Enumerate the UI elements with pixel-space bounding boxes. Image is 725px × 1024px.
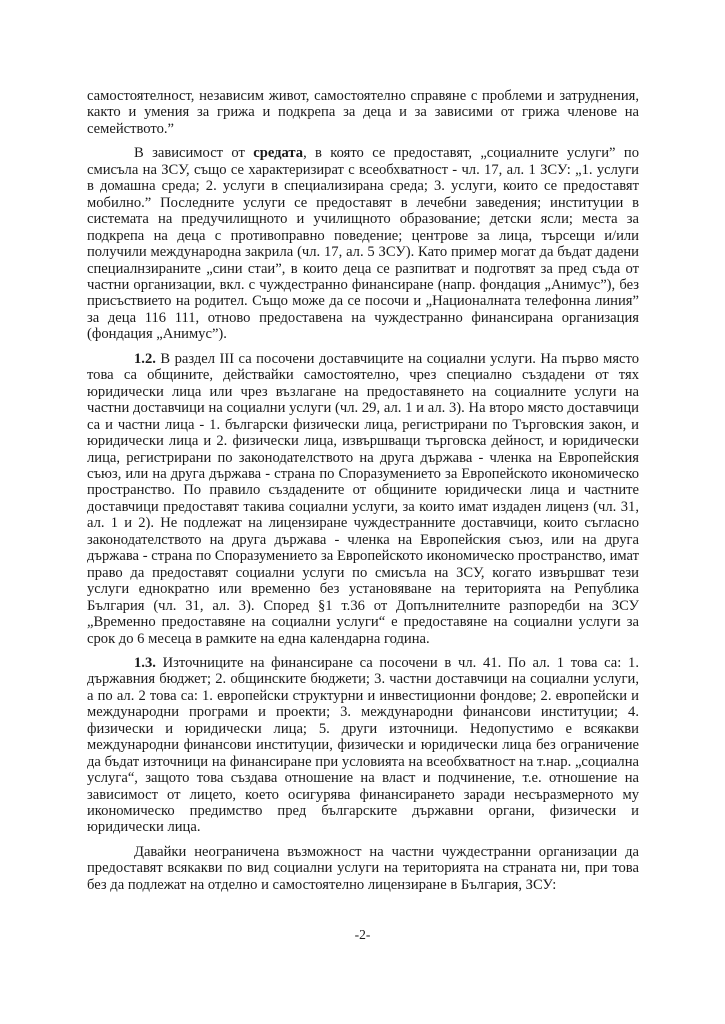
paragraph-section-1-2 bbox=[87, 351, 639, 647]
paragraph-section-1-3 bbox=[87, 655, 639, 836]
paragraph-text: Давайки неограничена възможност на частни чуждестранни организации да предоставят всякакви по вид социални услуги на територията на страната ни, при това без да подлежат на отделно и самостоятелно лицензиране в България, ЗСУ: bbox=[87, 843, 639, 893]
paragraph-text-after: , в която се предоставят, „социалните услуги” по смисъла на ЗСУ, също се характеризират с всеобхватност - чл. 17, ал. 1 ЗСУ: „1. услуги в домашна среда; 2. услуги в специализирана среда; 3. услуги, които се предоставят мобилно.” Последните услуги се предоставят в лечебни заведения; институции в системата на предучилищното и училищното образование; детски ясли; места за подкрепа на деца с противоправно поведение; центрове за лица, търсещи и/или получили международна закрила (чл. 17, ал. 5 ЗСУ). Като пример могат да бъдат дадени специалнзираните „сини стаи”, в които деца се разпитват и подготвят за пред съда от частни организации, вкл. с чуждестранно финансиране (напр. фондация „Анимус”), без присъствието на родител. Също може да се посочи и „Националната телефонна линия” за деца 116 111, отново предоставена на чуждестранно финансирана организация (фондация „Анимус”). bbox=[87, 145, 639, 343]
paragraph-continuation bbox=[87, 88, 639, 137]
page-number: -2- bbox=[354, 927, 371, 942]
paragraph-text-before: В зависимост от bbox=[134, 145, 254, 162]
paragraph-environment bbox=[87, 145, 639, 342]
bold-term: средата bbox=[253, 145, 304, 162]
paragraph-text: самостоятелност, независим живот, самостоятелно справяне с проблеми и затруднения, както и умения за грижа и подкрепа за деца и за зависими от грижа членове на семейството.” bbox=[87, 88, 639, 137]
paragraph-text: В раздел III са посочени доставчиците на социални услуги. На първо място това са общините, действайки самостоятелно, чрез специално създадени от тях юридически лица или чрез възлагане на предоставянето на социалните услуги на частни доставчици на социални услуги (чл. 29, ал. 1 и ал. 3). На второ място доставчици са и частни лица - 1. български физически лица, регистрирани по Търговския закон, и юридически лица и 2. физически лица, извършващи търговска дейност, и юридически лица, регистрирани по законодателството на друга държава - членка на Европейския съюз, или на друга държава - страна по Споразумението за Европейското икономическо пространство. По правило създадените от общините юридически лица и частните доставчици предоставят такива социални услуги, за които имат издаден лиценз (чл. 31, ал. 1 и 2). Не подлежат на лицензиране чуждестранните доставчици, които съгласно законодателството на друга държава - членка на Европейския съюз, или на друга държава - страна по Споразумението за Европейското икономическо пространство, имат право да предоставят социални услуги по смисъла на ЗСУ, когато извършват тези услуги еднократно или временно без установяване на територията на Република България (чл. 31, ал. 3). Според §1 т.36 от Допълнителните разпоредби на ЗСУ „Временно предоставяне на социални услуги“ е предоставяне на социални услуги за срок до 6 месеца в рамките на една календарна година. bbox=[87, 350, 639, 647]
paragraph-text: Източниците на финансиране са посочени в чл. 41. По ал. 1 това са: 1. държавния бюджет; 2. общинските бюджети; 3. частни доставчици на социални услуги, а по ал. 2 това са: 1. европейски структурни и инвестиционни фондове; 2. европейски и международни програми и проекти; 3. международни финансови институции; 4. физически и юридически лица; 5. други източници. Недопустимо е всякакви международни финансови институции, физически и юридически лица без ограничение да бъдат източници на финансиране при условията на всеобхватност на т.нар. „социална услуга“, защото това създава отношение на власт и подчинениe, т.е. отношение на зависимост от лицето, което осигурява финансирането заради несъразмерното му икономическо предимство пред българските държавни органи, физически и юридически лица. bbox=[87, 654, 639, 836]
document-body bbox=[87, 88, 639, 901]
paragraph-closing bbox=[87, 844, 639, 893]
section-number: 1.3. bbox=[134, 654, 156, 671]
section-number: 1.2. bbox=[134, 350, 156, 367]
